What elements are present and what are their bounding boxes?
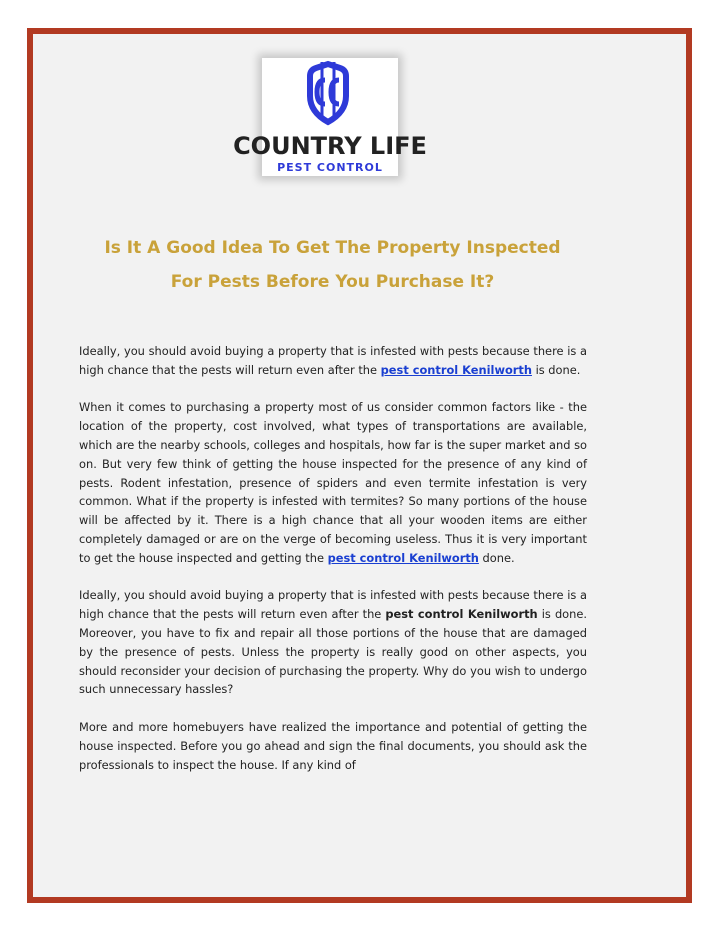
paragraph-2 — [79, 398, 587, 567]
brand-subtitle: PEST CONTROL — [277, 161, 383, 174]
paragraph-text: More and more homebuyers have realized the importance and potential of getting the house inspected. Before you go ahead and sign the final documents, you should ask the professionals to inspect the house. If any kind of — [79, 719, 587, 772]
company-logo — [233, 58, 427, 176]
pest-control-kenilworth-link[interactable]: pest control Kenilworth — [327, 550, 479, 565]
title-line-2: For Pests Before You Purchase It? — [170, 272, 495, 292]
paragraph-1 — [79, 342, 587, 380]
title-line-1: Is It A Good Idea To Get The Property Inspected — [104, 238, 561, 258]
brand-name: COUNTRY LIFE — [233, 132, 427, 160]
paragraph-text: done. — [478, 550, 515, 565]
pest-control-kenilworth-link[interactable]: pest control Kenilworth — [380, 362, 532, 377]
page-title — [40, 231, 625, 299]
article-body — [79, 342, 587, 793]
paragraph-text: Ideally, you should avoid buying a property that is infested with pests because there is a high chance that the pests will return even after the — [79, 588, 587, 622]
paragraph-text: is done. — [531, 362, 581, 377]
paragraph-3 — [79, 586, 587, 699]
paragraph-text: is done. Moreover, you have to fix and repair all those portions of the house that are damaged by the presence of pests. Unless the property is really good on other aspects, you should reconsider your decision of purchasing the property. Why do you wish to undergo such unnecessary hassles? — [79, 607, 587, 697]
paragraph-text: Ideally, you should avoid buying a property that is infested with pests because there is a high chance that the pests will return even after the — [79, 344, 587, 377]
paragraph-text: When it comes to purchasing a property most of us consider common factors like - the location of the property, cost involved, what types of transportations are available, which are the nearby schools, colleges and hospitals, how far is the super market and so on. But very few think of getting the house inspected for the presence of any kind of pests. Rodent infestation, presence of spiders and even termite infestation is very common. What if the property is infested with termites? So many portions of the house will be affected by it. There is a high chance that all your wooden items are either completely damaged or are on the verge of becoming useless. Thus it is very important to get the house inspected and getting the — [79, 400, 587, 565]
paragraph-4 — [79, 718, 587, 774]
country-life-logo-icon — [233, 58, 427, 176]
bold-keyword: pest control Kenilworth — [385, 607, 538, 622]
